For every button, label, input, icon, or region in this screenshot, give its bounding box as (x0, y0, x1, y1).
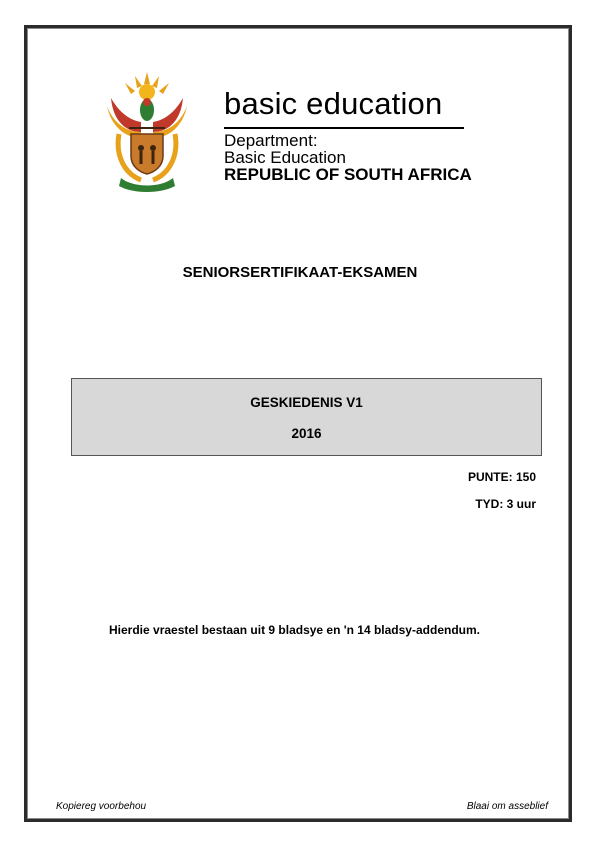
logo-wordmark: basic education (224, 86, 443, 121)
department-name: Basic Education (224, 148, 346, 167)
country-name: REPUBLIC OF SOUTH AFRICA (224, 165, 472, 184)
logo-underline (224, 127, 464, 129)
subject-box (71, 378, 542, 456)
page-count-note: Hierdie vraestel bestaan uit 9 bladsye en 'n 14 bladsy-addendum. (109, 623, 480, 637)
exam-year: 2016 (291, 426, 322, 441)
footer-copyright: Kopiereg voorbehou (56, 801, 147, 812)
subject-title: GESKIEDENIS V1 (250, 395, 363, 410)
footer-turn-over: Blaai om asseblief (466, 801, 548, 812)
exam-duration: TYD: 3 uur (475, 497, 536, 511)
total-marks: PUNTE: 150 (467, 470, 536, 484)
exam-title: SENIORSERTIFIKAAT-EKSAMEN (182, 264, 418, 281)
coat-of-arms-icon (103, 70, 191, 194)
department-label: Department: (224, 131, 318, 150)
